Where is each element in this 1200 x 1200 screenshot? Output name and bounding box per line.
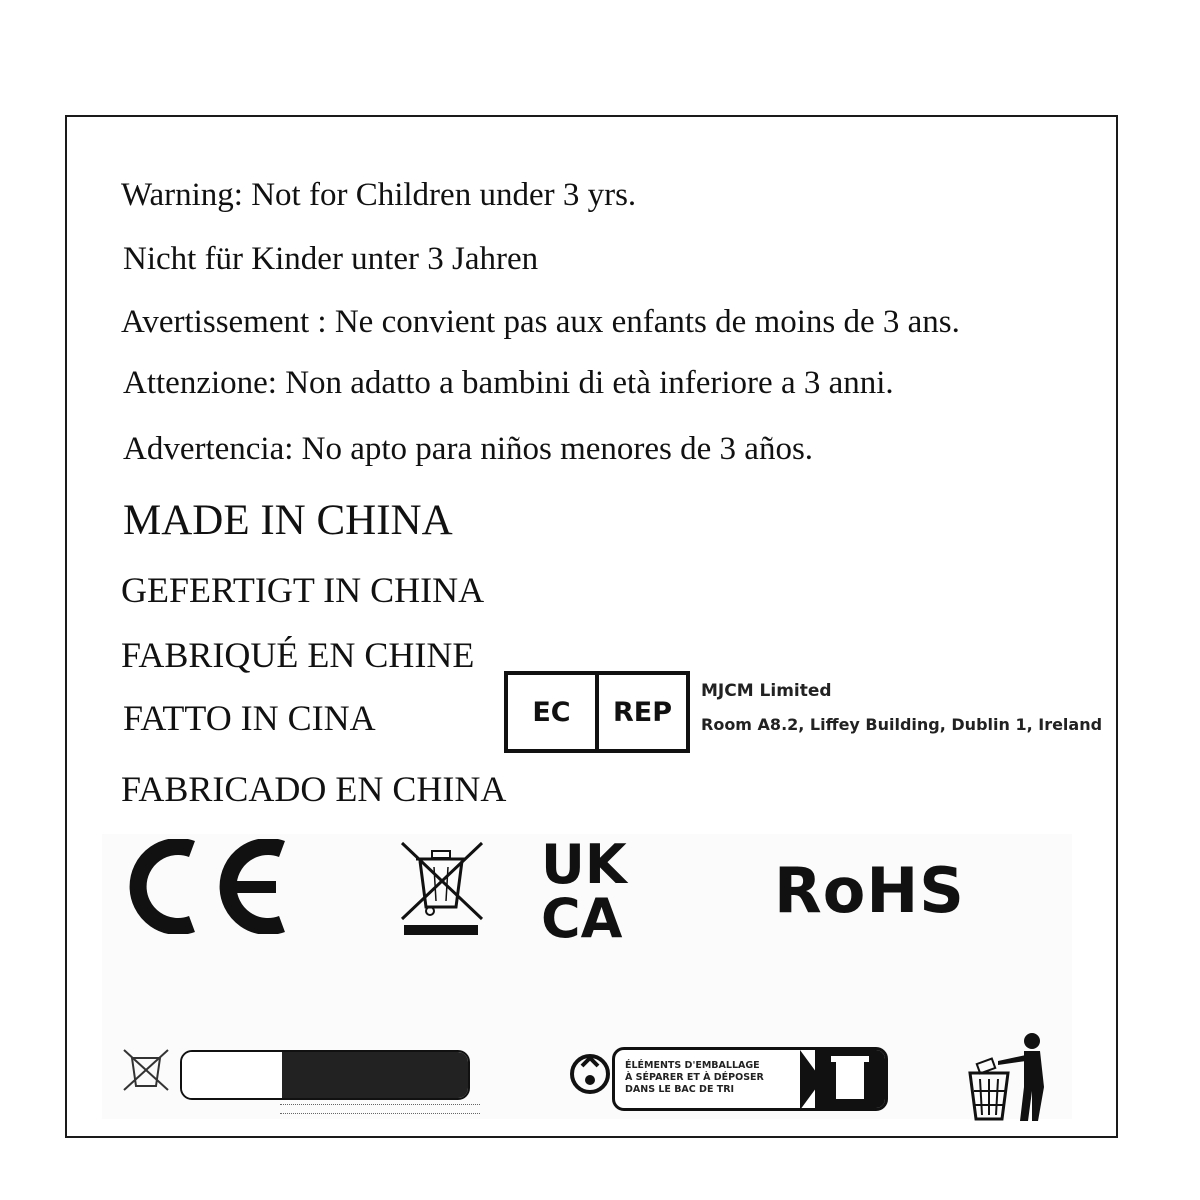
ukca-mark-icon [539, 837, 679, 942]
warning-it: Attenzione: Non adatto a bambini di età inferiore a 3 anni. [123, 365, 894, 401]
triman-info-white [182, 1052, 282, 1098]
warning-de: Nicht für Kinder unter 3 Jahren [123, 241, 539, 277]
weee-bin-icon [394, 839, 489, 939]
ec-rep-address: Room A8.2, Liffey Building, Dublin 1, Ireland [701, 715, 1103, 734]
tidyman-icon [962, 1031, 1057, 1123]
ce-mark-icon [120, 839, 295, 934]
ec-rep-ec: EC [508, 675, 599, 749]
rohs-mark-icon: RoHS [774, 854, 965, 927]
ukca-bottom-text: CA [541, 887, 623, 942]
warning-fr: Avertissement : Ne convient pas aux enfants de moins de 3 ans. [121, 304, 960, 340]
ec-rep-symbol [504, 671, 690, 753]
warning-es: Advertencia: No apto para niños menores de 3 años. [123, 431, 814, 467]
recycle-triman-icon [568, 1044, 612, 1104]
ukca-top-text: UK [541, 837, 627, 896]
warning-en: Warning: Not for Children under 3 yrs. [121, 177, 637, 213]
ec-rep-company: MJCM Limited [701, 681, 832, 701]
product-label [65, 115, 1118, 1138]
ec-rep-details [701, 681, 1102, 734]
compliance-symbols [102, 834, 1072, 1119]
triman-icon [120, 1044, 172, 1094]
origin-it: FATTO IN CINA [123, 698, 376, 738]
emballage-info-panel [612, 1047, 888, 1111]
triman-info-dark [282, 1052, 468, 1098]
origin-de: GEFERTIGT IN CHINA [121, 570, 485, 610]
origin-fr: FABRIQUÉ EN CHINE [121, 635, 475, 675]
origin-en: MADE IN CHINA [123, 497, 453, 544]
ec-rep-rep: REP [612, 696, 673, 728]
emballage-text [625, 1060, 764, 1096]
triman-info-panel [180, 1050, 470, 1100]
triman-fine-print [280, 1104, 480, 1114]
emballage-line-1: ÉLÉMENTS D'EMBALLAGE [625, 1060, 760, 1071]
emballage-line-3: DANS LE BAC DE TRI [625, 1084, 735, 1095]
emballage-line-2: À SÉPARER ET À DÉPOSER [625, 1072, 764, 1083]
origin-es: FABRICADO EN CHINA [121, 769, 507, 809]
emballage-bin-icon [815, 1050, 885, 1108]
